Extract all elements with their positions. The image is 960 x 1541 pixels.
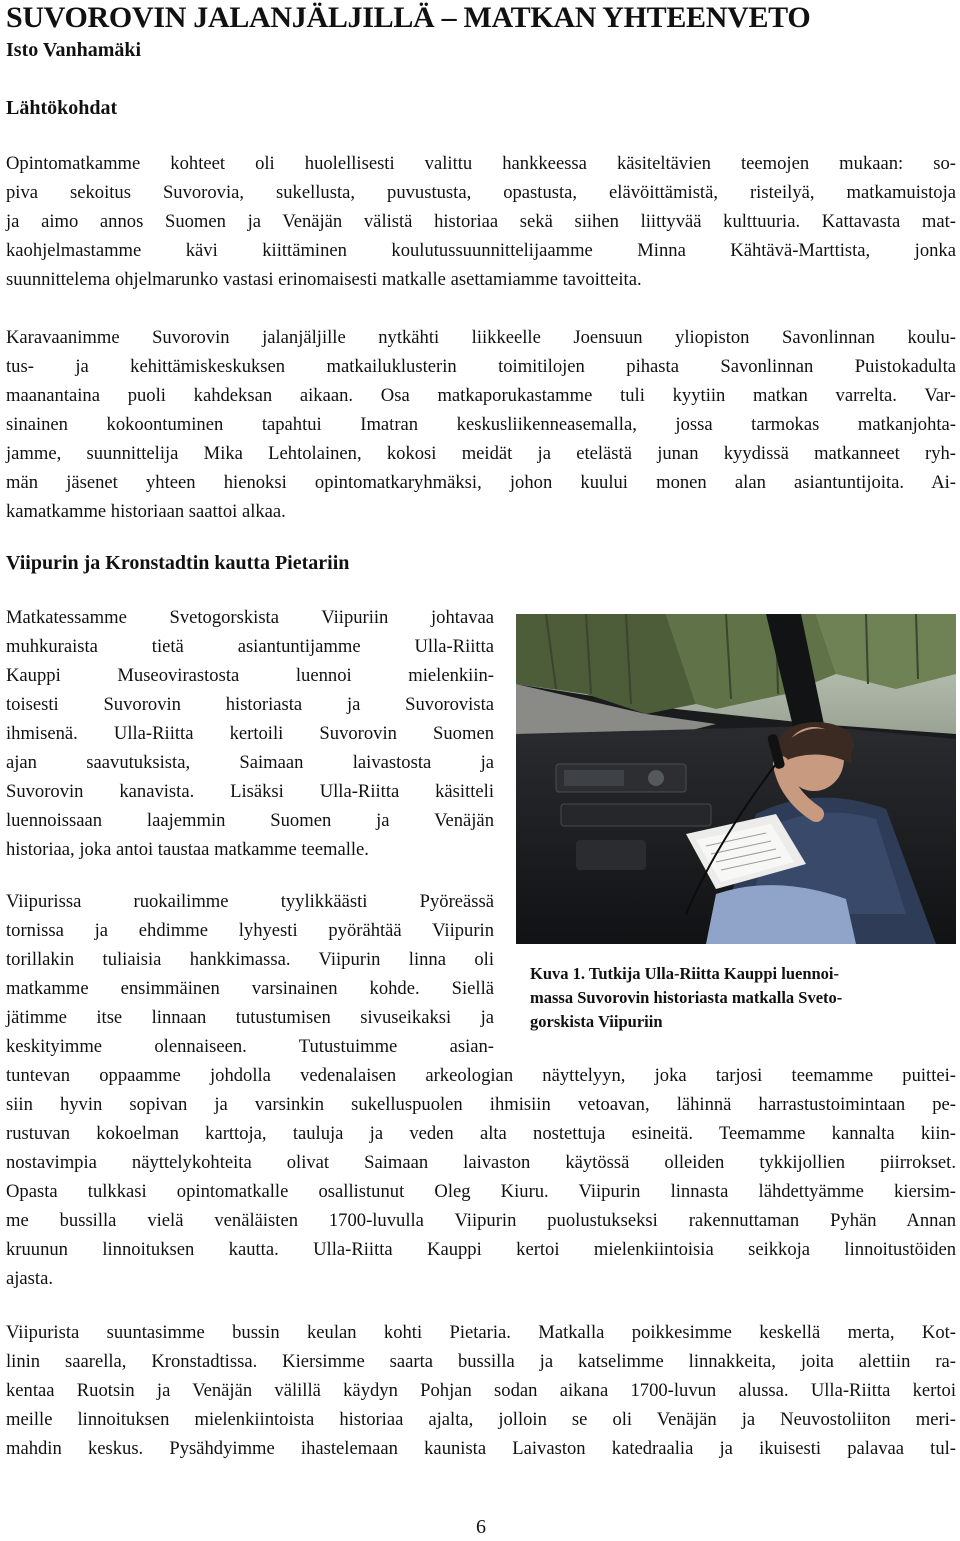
paragraph-line: nostavimpia näyttelykohteita olivat Saimaan laivaston käytössä olleiden tykkijollien piirrokset. bbox=[6, 1152, 956, 1173]
paragraph-4-narrow bbox=[6, 887, 494, 1061]
section-heading-lahtokohdat: Lähtökohdat bbox=[6, 97, 118, 119]
paragraph-line: kamatkamme historiaan saattoi alkaa. bbox=[6, 501, 286, 522]
paragraph-line: ajan saavutuksista, Saimaan laivastosta ja bbox=[6, 752, 494, 773]
paragraph-line: män jäsenet yhteen hienoksi opintomatkaryhmäksi, johon kuului monen alan asiantuntijoita. Ai- bbox=[6, 472, 956, 493]
paragraph-line: kaohjelmastamme kävi kiittäminen koulutussuunnittelijaamme Minna Kähtävä-Marttista, jonka bbox=[6, 240, 956, 261]
paragraph-line: piva sekoitus Suvorovia, sukellusta, puvustusta, opastusta, elävöittämistä, risteilyä, matkamuistoja bbox=[6, 182, 956, 203]
paragraph-line: ajasta. bbox=[6, 1268, 53, 1289]
paragraph-line: tuntevan oppaamme johdolla vedenalaisen arkeologian näyttelyyn, joka tarjosi teemamme puittei- bbox=[6, 1065, 956, 1086]
paragraph-line: tus- ja kehittämiskeskuksen matkailuklusterin toimitilojen pihasta Savonlinnan Puistokadulta bbox=[6, 356, 956, 377]
paragraph-line: ihmisenä. Ulla-Riitta kertoili Suvorovin Suomen bbox=[6, 723, 494, 744]
paragraph-line: jamme, suunnittelija Mika Lehtolainen, kokosi meidät ja etelästä junan kyydissä matkanneet ryh- bbox=[6, 443, 956, 464]
paragraph-line: luennoissaan laajemmin Suomen ja Venäjän bbox=[6, 810, 494, 831]
lecture-photo bbox=[516, 614, 956, 944]
paragraph-line: keskityimme olennaiseen. Tutustuimme asian- bbox=[6, 1036, 494, 1057]
paragraph-3 bbox=[6, 603, 494, 864]
paragraph-line: maanantaina puoli kahdeksan aikaan. Osa matkaporukastamme tuli kyytiin matkan varrelta. Var- bbox=[6, 385, 956, 406]
paragraph-line: historiaa, joka antoi taustaa matkamme teemalle. bbox=[6, 839, 369, 860]
caption-line: Kuva 1. Tutkija Ulla-Riitta Kauppi luennoi- bbox=[530, 964, 839, 983]
caption-line: massa Suvorovin historiasta matkalla Sveto- bbox=[530, 988, 843, 1007]
paragraph-line: muhkuraista tietä asiantuntijamme Ulla-Riitta bbox=[6, 636, 494, 657]
paragraph-line: linin saarella, Kronstadtissa. Kiersimme saarta bussilla ja katselimme linnakkeita, joita alettiin ra- bbox=[6, 1351, 956, 1372]
paragraph-line: siin hyvin sopivan ja varsinkin sukelluspuolen ihmisiin vetoavan, lähinnä harrastustoimintaan pe- bbox=[6, 1094, 956, 1115]
paragraph-line: toisesti Suvorovin historiasta ja Suvorovista bbox=[6, 694, 494, 715]
paragraph-line: meille linnoituksen mielenkiintoista historiaa ajalta, jolloin se oli Venäjän ja Neuvostoliiton meri- bbox=[6, 1409, 956, 1430]
caption-line: gorskista Viipuriin bbox=[530, 1012, 663, 1031]
paragraph-line: kentaa Ruotsin ja Venäjän välillä käydyn Pohjan sodan aikana 1700-luvun alussa. Ulla-Riitta kertoi bbox=[6, 1380, 956, 1401]
paragraph-line: Opasta tulkkasi opintomatkalle osallistunut Oleg Kiuru. Viipurin linnasta lähdettyämme kiersim- bbox=[6, 1181, 956, 1202]
paragraph-1 bbox=[6, 149, 956, 294]
paragraph-2 bbox=[6, 323, 956, 526]
paragraph-line: Kauppi Museovirastosta luennoi mielenkiin- bbox=[6, 665, 494, 686]
paragraph-line: sinainen kokoontuminen tapahtui Imatran keskusliikenneasemalla, jossa tarmokas matkanjohta- bbox=[6, 414, 956, 435]
photo-caption bbox=[530, 962, 950, 1034]
paragraph-line: mahdin keskus. Pysähdyimme ihastelemaan kaunista Laivaston katedraalia ja ikuisesti palavaa tul- bbox=[6, 1438, 956, 1459]
paragraph-line: suunnittelema ohjelmarunko vastasi erinomaisesti matkalle asettamiamme tavoitteita. bbox=[6, 269, 642, 290]
section-heading-viipuri: Viipurin ja Kronstadtin kautta Pietariin bbox=[6, 552, 350, 574]
paragraph-line: Opintomatkamme kohteet oli huolellisesti valittu hankkeessa käsiteltävien teemojen mukaan: so- bbox=[6, 153, 956, 174]
page-number: 6 bbox=[476, 1516, 486, 1538]
paragraph-line: matkamme ensimmäinen varsinainen kohde. Siellä bbox=[6, 978, 494, 999]
author-name: Isto Vanhamäki bbox=[6, 39, 142, 61]
paragraph-4-wide bbox=[6, 1061, 956, 1293]
paragraph-line: Viipurissa ruokailimme tyylikkäästi Pyöreässä bbox=[6, 891, 494, 912]
paragraph-line: torillakin tuliaisia hankkimassa. Viipurin linna oli bbox=[6, 949, 494, 970]
paragraph-line: Suvorovin kanavista. Lisäksi Ulla-Riitta käsitteli bbox=[6, 781, 494, 802]
paragraph-line: Karavaanimme Suvorovin jalanjäljille nytkähti liikkeelle Joensuun yliopiston Savonlinnan koulu- bbox=[6, 327, 956, 348]
paragraph-line: Viipurista suuntasimme bussin keulan kohti Pietaria. Matkalla poikkesimme keskellä merta, Kot- bbox=[6, 1322, 956, 1343]
paragraph-line: rustuvan kokoelman karttoja, tauluja ja veden alta nostettuja esineitä. Teemamme kannalta kiin- bbox=[6, 1123, 956, 1144]
paragraph-line: ja aimo annos Suomen ja Venäjän välistä historiaa sekä siihen liittyvää kulttuuria. Kattavasta mat- bbox=[6, 211, 956, 232]
paragraph-line: kruunun linnoituksen kautta. Ulla-Riitta Kauppi kertoi mielenkiintoisia seikkoja linnoitustöiden bbox=[6, 1239, 956, 1260]
document-title: SUVOROVIN JALANJÄLJILLÄ – MATKAN YHTEENVETO bbox=[6, 1, 811, 34]
paragraph-line: jätimme itse linnaan tutustumisen sivuseikaksi ja bbox=[6, 1007, 494, 1028]
paragraph-line: Matkatessamme Svetogorskista Viipuriin johtavaa bbox=[6, 607, 494, 628]
paragraph-5 bbox=[6, 1318, 956, 1463]
paragraph-line: me bussilla vielä venäläisten 1700-luvulla Viipurin puolustukseksi rakennuttaman Pyhän Annan bbox=[6, 1210, 956, 1231]
paragraph-line: tornissa ja ehdimme lyhyesti pyörähtää Viipurin bbox=[6, 920, 494, 941]
